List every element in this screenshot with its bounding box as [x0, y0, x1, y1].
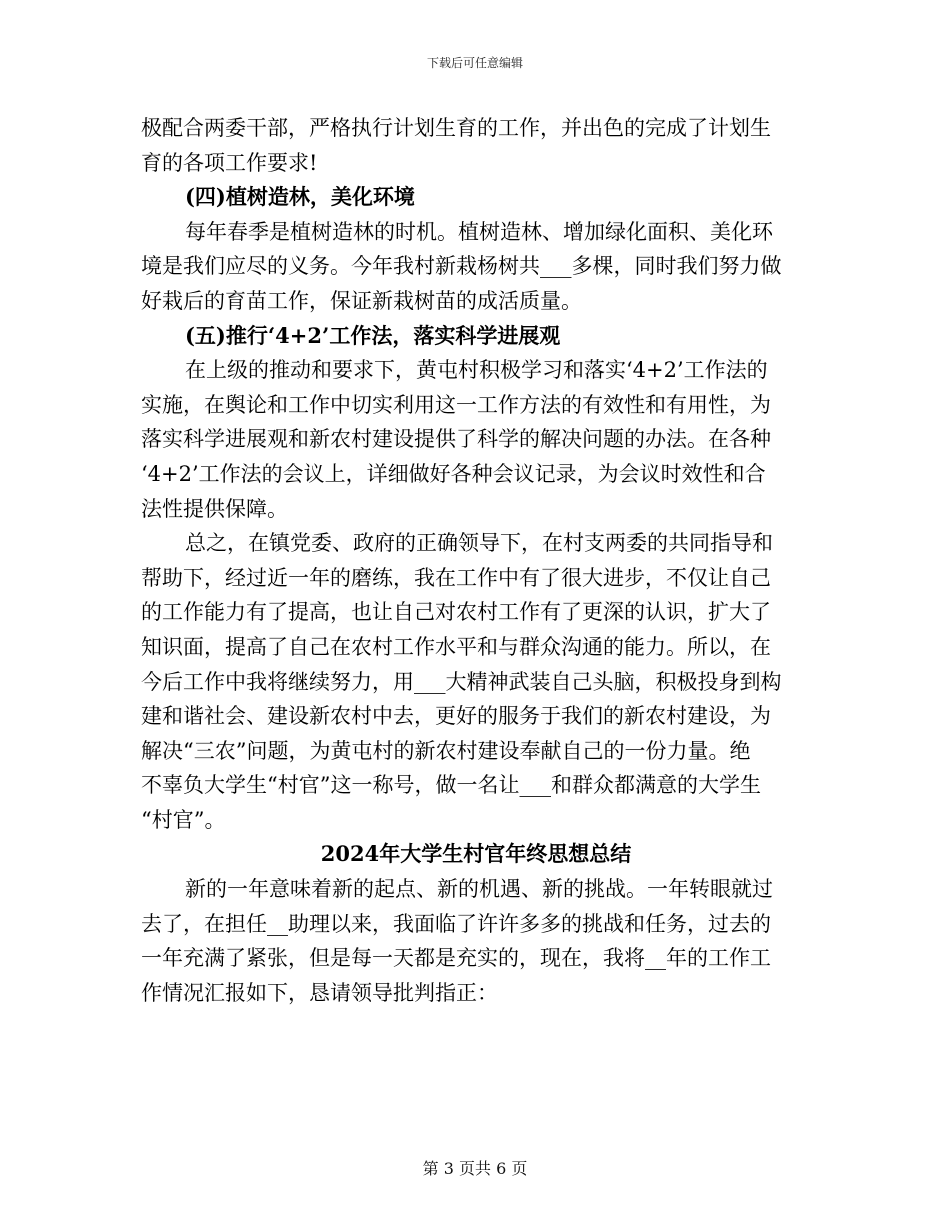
- body-text-line: 作情况汇报如下，恳请领导批判指正：: [141, 980, 498, 1005]
- document-body: [141, 111, 811, 1010]
- body-text-line: 的工作能力有了提高，也让自己对农村工作有了更深的认识，扩大了: [141, 600, 771, 625]
- paragraph-first-line: 总之，在镇党委、政府的正确领导下，在村支两委的共同指导和: [185, 531, 773, 556]
- body-text-line: 去了，在担任__助理以来，我面临了许许多多的挑战和任务，过去的: [141, 911, 771, 936]
- body-text-line: 知识面，提高了自己在农村工作水平和与群众沟通的能力。所以，在: [141, 634, 771, 659]
- body-text-line: 法性提供保障。: [141, 496, 288, 521]
- body-text-line: 育的各项工作要求!: [141, 150, 318, 175]
- document-title: 2024年大学生村官年终思想总结: [320, 841, 632, 867]
- body-text-line: 落实科学进展观和新农村建设提供了科学的解决问题的办法。在各种: [141, 427, 771, 452]
- body-text-line: 境是我们应尽的义务。今年我村新栽杨树共___多棵，同时我们努力做: [141, 254, 782, 279]
- section-heading: (五)推行‘4+2’工作法，落实科学进展观: [185, 322, 561, 348]
- body-text-line: 不辜负大学生“村官”这一称号，做一名让___和群众都满意的大学生: [141, 773, 761, 798]
- body-text-line: ‘4+2’工作法的会议上，详细做好各种会议记录，为会议时效性和合: [141, 461, 766, 486]
- paragraph-first-line: 在上级的推动和要求下，黄屯村积极学习和落实‘4+2’工作法的: [185, 358, 768, 383]
- body-text-line: 好栽后的育苗工作，保证新栽树苗的成活质量。: [141, 288, 582, 313]
- section-heading: (四)植树造林，美化环境: [185, 184, 415, 210]
- body-text-line: 实施，在舆论和工作中切实利用这一工作方法的有效性和有用性，为: [141, 392, 771, 417]
- body-text-line: “村官”。: [141, 807, 226, 832]
- paragraph-first-line: 新的一年意味着新的起点、新的机遇、新的挑战。一年转眼就过: [185, 877, 773, 902]
- body-text-line: 一年充满了紧张，但是每一天都是充实的，现在，我将__年的工作工: [141, 946, 771, 971]
- body-text-line: 今后工作中我将继续努力，用___大精神武装自己头脑，积极投身到构: [141, 669, 782, 694]
- body-text-line: 极配合两委干部，严格执行计划生育的工作，并出色的完成了计划生: [141, 116, 771, 140]
- body-text-line: 建和谐社会、建设新农村中去，更好的服务于我们的新农村建设，为: [141, 704, 771, 729]
- page-footer: 第 3 页共 6 页: [422, 1159, 528, 1178]
- page-header-note: 下载后可任意编辑: [426, 56, 523, 70]
- body-text-line: 解决“三农”问题，为黄屯村的新农村建设奉献自己的一份力量。绝: [141, 738, 751, 763]
- body-text-line: 帮助下，经过近一年的磨练，我在工作中有了很大进步，不仅让自己: [141, 565, 771, 590]
- paragraph-first-line: 每年春季是植树造林的时机。植树造林、增加绿化面积、美化环: [185, 219, 773, 244]
